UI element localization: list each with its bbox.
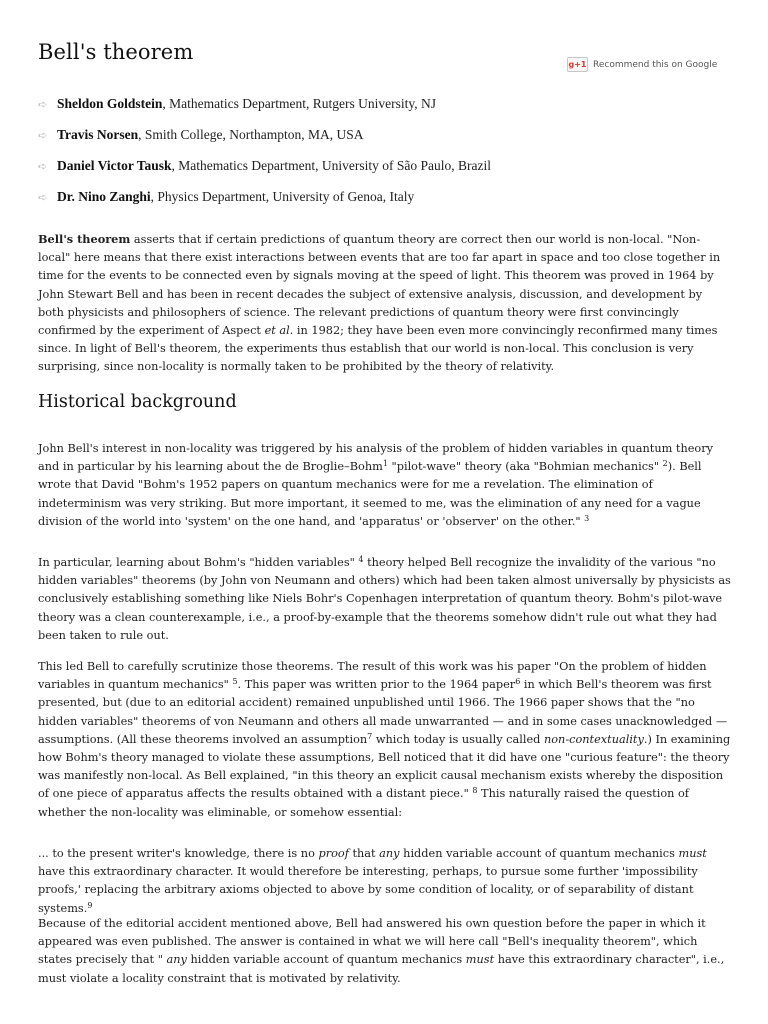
intro-paragraph: Bell's theorem asserts that if certain predictions of quantum theory are correct then our world is non-local. "Non-local" here means that there exist interactions between events that are too far apart in space and too close together in time for the events to be connected even by signals moving at the speed of light. This theorem was proved in 1964 by John Stewart Bell and has been in recent decades the subject of extensive analysis, discussion, and development by both physicists and philosophers of science. The relevant predictions of quantum theory were first convincingly confirmed by the experiment of Aspect et al. in 1982; they have been even more convincingly reconfirmed many times since. In light of Bell's theorem, the experiments thus establish that our world is non-local. This conclusion is very surprising, since non-locality is normally taken to be prohibited by the theory of relativity. <box>38 232 721 374</box>
author-affiliation: , Mathematics Department, University of São Paulo, Brazil <box>171 158 491 173</box>
block-quote: ... to the present writer's knowledge, there is no proof that any hidden variable account of quantum mechanics must have this extraordinary character. It would therefore be interesting, perhaps, to pursue some further 'impossibility proofs,' replacing the arbitrary axioms objected to above by some condition of locality, or of separability of distant systems.$^9$ <box>38 847 707 915</box>
defined-term: Bell's theorem <box>38 232 131 246</box>
body-paragraph: In particular, learning about Bohm's "hidden variables" $^4$ theory helped Bell recognize the invalidity of the various "no hidden variables" theorems (by John von Neumann and others) which had been taken almost universally by physicists as conclusively establishing something like Niels Bohr's Copenhagen interpretation of quantum theory. Bohm's pilot-wave theory was a clean counterexample, i.e., a proof-by-example that the theorems somehow didn't rule out what they had been taken to rule out. <box>38 555 731 642</box>
footnote-ref[interactable]: 9 <box>87 900 93 910</box>
author-affiliation: , Mathematics Department, Rutgers University, NJ <box>162 96 436 111</box>
author-item <box>38 189 738 220</box>
page-title: Bell's theorem <box>38 40 194 64</box>
recommend-on-google[interactable] <box>567 57 717 72</box>
body-paragraph: Because of the editorial accident mentioned above, Bell had answered his own question before the paper in which it appeared was even published. The answer is contained in what we will here call "Bell's inequality theorem", which states precisely that " any hidden variable account of quantum mechanics must have this extraordinary character", i.e., must violate a locality constraint that is motivated by relativity. <box>38 917 725 985</box>
google-plus-one-button[interactable]: g+1 <box>567 57 588 72</box>
author-name: Daniel Victor Tausk <box>57 158 172 173</box>
recommend-label[interactable]: Recommend this on Google <box>593 59 718 70</box>
author-name: Travis Norsen <box>57 127 139 142</box>
author-affiliation: , Physics Department, University of Genoa, Italy <box>150 189 415 204</box>
body-paragraph: This led Bell to carefully scrutinize those theorems. The result of this work was his paper "On the problem of hidden variables in quantum mechanics" $^5$. This paper was written prior to the 1964 paper$^6$ in which Bell's theorem was first presented, but (due to an editorial accident) remained unpublished until 1966. The 1966 paper shows that the "no hidden variables" theorems of von Neumann and others all made unwarranted — and in some cases unacknowledged — assumptions. (All these theorems involved an assumption$^7$ which today is usually called non-contextuality.) In examining how Bohm's theory managed to violate these assumptions, Bell noticed that it did have one "curious feature": the theory was manifestly non-local. As Bell explained, "in this theory an explicit causal mechanism exists whereby the disposition of one piece of apparatus affects the results obtained with a distant piece." $^8$ This naturally raised the question of whether the non-locality was eliminable, or somehow essential: <box>38 660 731 819</box>
footnote-ref[interactable]: 4 <box>358 555 364 564</box>
arrow-bullet-icon: ➪ <box>38 192 48 204</box>
author-affiliation: , Smith College, Northampton, MA, USA <box>138 127 364 142</box>
author-list <box>38 96 738 220</box>
author-item <box>38 158 738 189</box>
arrow-bullet-icon: ➪ <box>38 130 48 142</box>
footnote-ref[interactable]: 1 <box>382 459 388 469</box>
author-item <box>38 96 738 127</box>
footnote-ref[interactable]: 6 <box>515 677 521 687</box>
author-name: Dr. Nino Zanghi <box>57 189 151 204</box>
footnote-ref[interactable]: 2 <box>662 459 668 469</box>
footnote-ref[interactable]: 8 <box>472 786 478 796</box>
footnote-ref[interactable]: 7 <box>367 731 373 741</box>
footnote-ref[interactable]: 5 <box>232 677 238 687</box>
section-heading-historical-background: Historical background <box>38 392 237 412</box>
author-name: Sheldon Goldstein <box>57 96 163 111</box>
arrow-bullet-icon: ➪ <box>38 99 48 111</box>
arrow-bullet-icon: ➪ <box>38 161 48 173</box>
body-paragraph: John Bell's interest in non-locality was triggered by his analysis of the problem of hidden variables in quantum theory and in particular by his learning about the de Broglie–Bohm$^1$ "pilot-wave" theory (aka "Bohmian mechanics" $^2$). Bell wrote that David "Bohm's 1952 papers on quantum mechanics were for me a revelation. The elimination of indeterminism was very striking. But more important, it seemed to me, was the elimination of any need for a vague division of the world into 'system' on the one hand, and 'apparatus' or 'observer' on the other." $^3$ <box>38 442 713 528</box>
author-item <box>38 127 738 158</box>
footnote-ref[interactable]: 3 <box>584 513 590 523</box>
